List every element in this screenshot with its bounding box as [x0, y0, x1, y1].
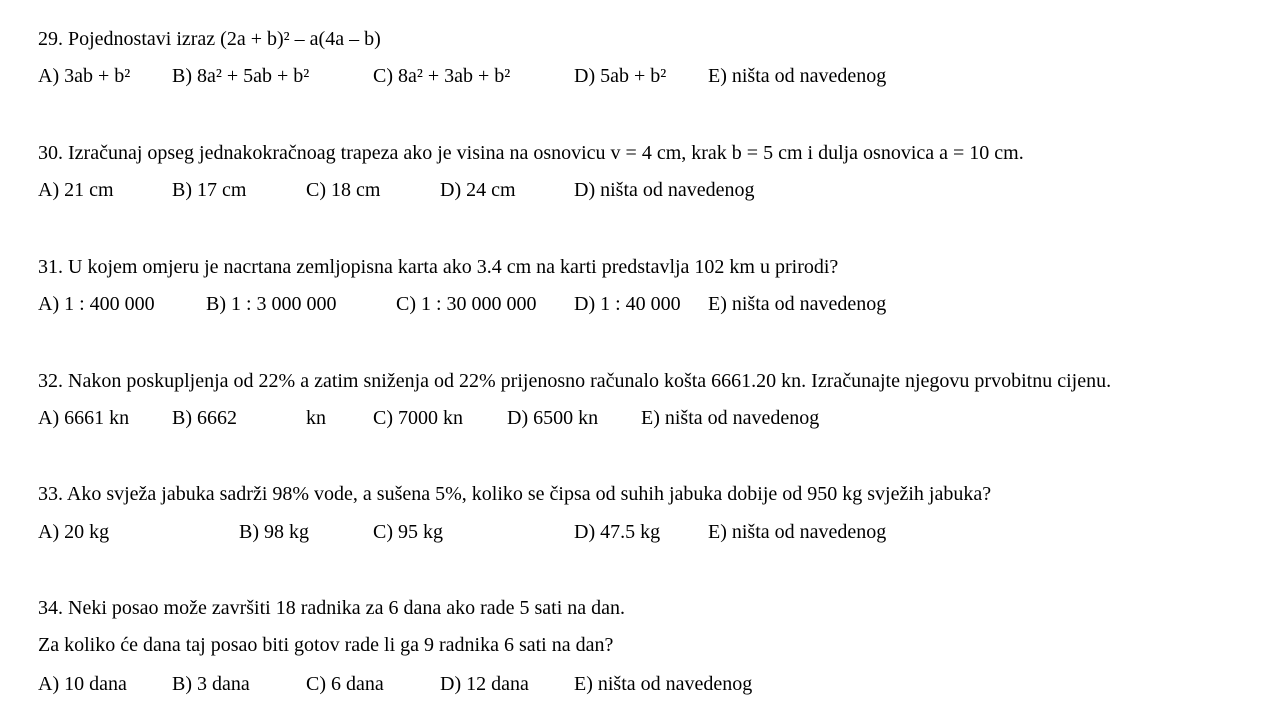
q34-option-b: B) 3 dana [172, 673, 250, 695]
q31-option-c: C) 1 : 30 000 000 [396, 293, 537, 315]
q31-option-d: D) 1 : 40 000 [574, 293, 681, 315]
q31-option-b: B) 1 : 3 000 000 [206, 293, 337, 315]
q29-option-d: D) 5ab + b² [574, 65, 667, 87]
question-32-text: 32. Nakon poskupljenja od 22% a zatim sniženja od 22% prijenosno računalo košta 6661.20 kn. Izračunajte njegovu prvobitnu cijenu. [38, 370, 1112, 392]
question-30-text: 30. Izračunaj opseg jednakokračnoag trapeza ako je visina na osnovicu v = 4 cm, krak b = 5 cm i dulja osnovica a = 10 cm. [38, 142, 1024, 164]
q33-option-d: D) 47.5 kg [574, 521, 661, 543]
q32-option-c: C) 7000 kn [373, 407, 463, 429]
question-34-text-line-2: Za koliko će dana taj posao biti gotov rade li ga 9 radnika 6 sati na dan? [38, 634, 614, 656]
q33-option-e: E) ništa od navedenog [708, 521, 887, 543]
q32-option-e: E) ništa od navedenog [641, 407, 820, 429]
q29-option-a: A) 3ab + b² [38, 65, 131, 87]
q29-option-c: C) 8a² + 3ab + b² [373, 65, 511, 87]
q29-option-b: B) 8a² + 5ab + b² [172, 65, 310, 87]
q31-option-a: A) 1 : 400 000 [38, 293, 155, 315]
q30-option-e: D) ništa od navedenog [574, 179, 755, 201]
q30-option-d: D) 24 cm [440, 179, 516, 201]
q32-option-a: A) 6661 kn [38, 407, 130, 429]
question-33-text: 33. Ako svježa jabuka sadrži 98% vode, a sušena 5%, koliko se čipsa od suhih jabuka dobije od 950 kg svježih jabuka? [38, 483, 992, 505]
q29-option-e: E) ništa od navedenog [708, 65, 887, 87]
question-34-text: 34. Neki posao može završiti 18 radnika za 6 dana ako rade 5 sati na dan. [38, 597, 626, 619]
q31-option-e: E) ništa od navedenog [708, 293, 887, 315]
q32-option-b: B) 6662 [172, 407, 237, 429]
q30-option-b: B) 17 cm [172, 179, 247, 201]
q33-option-b: B) 98 kg [239, 521, 309, 543]
q34-option-e: E) ništa od navedenog [574, 673, 753, 695]
q34-option-c: C) 6 dana [306, 673, 384, 695]
q33-option-c: C) 95 kg [373, 521, 443, 543]
question-29-text: 29. Pojednostavi izraz (2a + b)² – a(4a – b) [38, 28, 381, 50]
q33-option-a: A) 20 kg [38, 521, 110, 543]
q32-option-d: D) 6500 kn [507, 407, 599, 429]
q30-option-c: C) 18 cm [306, 179, 381, 201]
q30-option-a: A) 21 cm [38, 179, 114, 201]
question-31-text: 31. U kojem omjeru je nacrtana zemljopisna karta ako 3.4 cm na karti predstavlja 102 km u prirodi? [38, 256, 839, 278]
q34-option-a: A) 10 dana [38, 673, 127, 695]
q34-option-d: D) 12 dana [440, 673, 529, 695]
q32-option-b-unit: kn [306, 407, 326, 429]
